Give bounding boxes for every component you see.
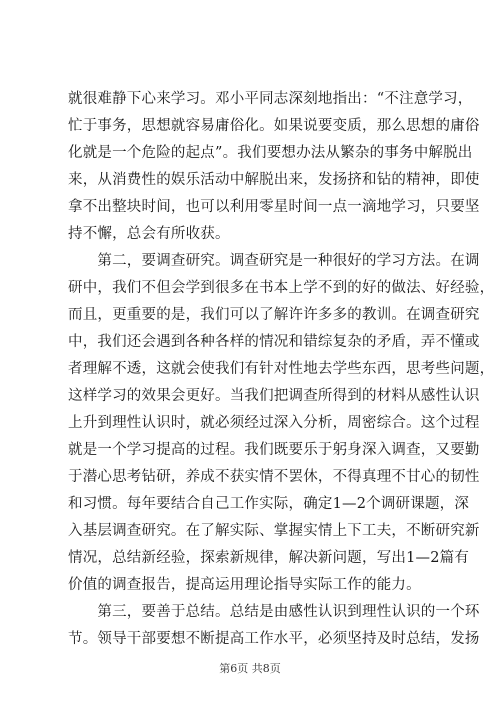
paragraph-second	[68, 248, 495, 599]
text-line: 而且，更重要的是，我们可以了解许许多多的教训。在调查研究	[68, 307, 480, 323]
paragraph-block	[68, 86, 480, 248]
paragraph-third	[68, 599, 480, 653]
text-line: 中，我们还会遇到各种各样的情况和错综复杂的矛盾，弄不懂或	[68, 334, 480, 350]
body-text	[68, 86, 495, 653]
text-line: 拿不出整块时间，也可以利用零星时间一点一滴地学习，只要坚	[68, 199, 480, 215]
text-line: 就很难静下心来学习。邓小平同志深刻地指出：“不注意学习，	[68, 91, 473, 107]
text-line: 研中，我们不但会学到很多在书本上学不到的好的做法、好经验，	[68, 280, 495, 296]
text-line: 持不懈，总会有所收获。	[68, 226, 230, 242]
text-line: 和习惯。每年要结合自己工作实际，确定1—2个调研课题，深	[68, 496, 470, 512]
text-line: 者理解不透，这就会使我们有针对性地去学些东西，思考些问题，	[68, 361, 495, 377]
text-line: 入基层调查研究。在了解实际、掌握实情上下工夫，不断研究新	[68, 523, 480, 539]
text-line: 第二，要调查研究。调查研究是一种很好的学习方法。在调	[68, 253, 480, 269]
text-line: 于潜心思考钻研，养成不获实情不罢休，不得真理不甘心的韧性	[68, 469, 480, 485]
text-line: 来，从消费性的娱乐活动中解脱出来，发扬挤和钻的精神，即使	[68, 172, 480, 188]
text-line: 情况，总结新经验，探索新规律，解决新问题，写出1—2篇有	[68, 550, 470, 566]
text-line: 上升到理性认识时，就必须经过深入分析，周密综合。这个过程	[68, 415, 480, 431]
text-line: 忙于事务，思想就容易庸俗化。如果说要变质，那么思想的庸俗	[68, 118, 480, 134]
text-line: 价值的调查报告，提高运用理论指导实际工作的能力。	[68, 577, 421, 593]
text-line: 就是一个学习提高的过程。我们既要乐于躬身深入调查，又要勤	[68, 442, 480, 458]
page-number-footer: 第6页 共8页	[219, 662, 281, 675]
text-line: 这样学习的效果会更好。当我们把调查所得到的材料从感性认识	[68, 388, 480, 404]
text-line: 节。领导干部要想不断提高工作水平，必须坚持及时总结，发扬	[68, 631, 480, 647]
text-line: 化就是一个危险的起点”。我们要想办法从繁杂的事务中解脱出	[68, 145, 473, 161]
text-line: 第三，要善于总结。总结是由感性认识到理性认识的一个环	[68, 604, 480, 620]
